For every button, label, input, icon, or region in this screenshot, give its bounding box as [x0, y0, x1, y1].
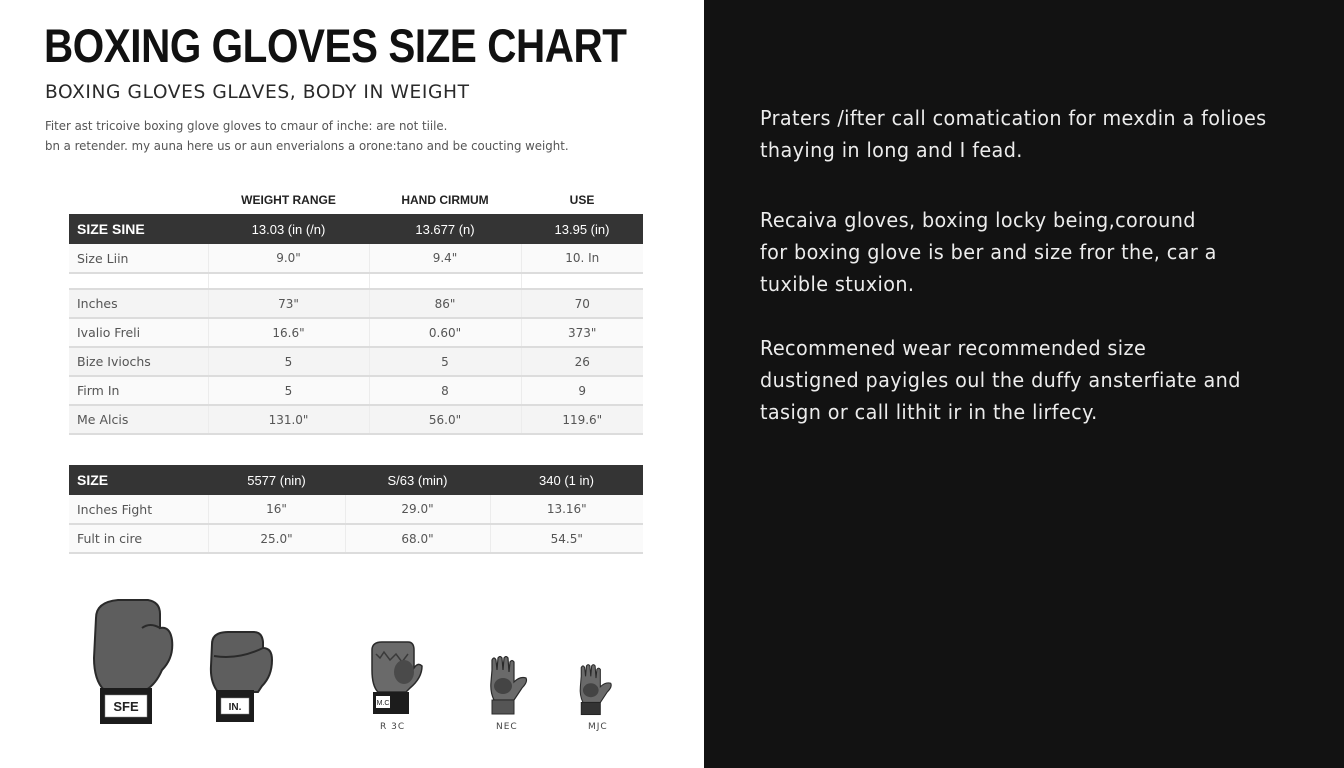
row-label: [69, 273, 208, 289]
row-label: Fult in cire: [69, 524, 208, 553]
header-cell: 13.95 (in): [521, 214, 643, 244]
table-cell: 373": [521, 318, 643, 347]
row-label: Bize Iviochs: [69, 347, 208, 376]
table-cell: 86": [369, 289, 521, 318]
header-cell: SIZE: [69, 465, 208, 495]
table-cell: 73": [208, 289, 369, 318]
glove-label: IN.: [228, 702, 242, 713]
table-row: [69, 524, 643, 553]
row-label: Me Alcis: [69, 405, 208, 434]
column-header-row: [69, 186, 643, 214]
table-cell: 9: [521, 376, 643, 405]
row-label: Inches Fight: [69, 495, 208, 524]
page-subtitle: BOXING GLOVES GLΔVES, BODY IN WEIGHT: [45, 81, 470, 103]
table-cell: 16.6": [208, 318, 369, 347]
table-row: [69, 376, 643, 405]
paragraph-line: for boxing glove is ber and size fror the, car a: [760, 240, 1217, 264]
table-cell: 29.0": [345, 495, 490, 524]
table-cell: 9.4": [369, 244, 521, 273]
page-title: BOXING GLOVES SIZE CHART: [44, 19, 627, 72]
glove-label: SFE: [113, 699, 139, 714]
paragraph-line: Recaiva gloves, boxing locky being,coround: [760, 208, 1196, 232]
paragraph-line: tuxible stuxion.: [760, 272, 915, 296]
row-label: Ivalio Freli: [69, 318, 208, 347]
size-table-primary: [69, 186, 643, 435]
intro-line: bn a retender. my auna here us or aun enverialons a orone:tano and be coucting weight.: [45, 139, 569, 153]
header-cell: 5577 (nin): [208, 465, 345, 495]
intro-line: Fiter ast tricoive boxing glove gloves to cmaur of inche: are not tiile.: [45, 119, 448, 133]
table-cell: 8: [369, 376, 521, 405]
table-cell: 119.6": [521, 405, 643, 434]
table-cell: 56.0": [369, 405, 521, 434]
column-header: [69, 186, 208, 214]
boxing-glove-large-icon: [90, 598, 176, 728]
column-header-weight-range: WEIGHT RANGE: [208, 186, 369, 214]
table-cell: 10. In: [521, 244, 643, 273]
paragraph-line: Recommened wear recommended size: [760, 336, 1147, 360]
description-paragraph: [760, 204, 1217, 300]
row-label: Size Liin: [69, 244, 208, 273]
table-cell: 5: [208, 347, 369, 376]
table-row: [69, 318, 643, 347]
table-cell: 25.0": [208, 524, 345, 553]
glove-caption: MJC: [588, 722, 608, 732]
paragraph-line: Praters /ifter call comatication for mexdin a folioes: [760, 106, 1267, 130]
table-row: [69, 289, 643, 318]
grappling-glove-small-icon: [576, 664, 616, 720]
description-paragraph: [760, 102, 1267, 166]
paragraph-line: thaying in long and I fead.: [760, 138, 1023, 162]
table-cell: 131.0": [208, 405, 369, 434]
intro-text: [45, 116, 569, 156]
header-cell: 340 (1 in): [490, 465, 643, 495]
header-cell: SIZE SINE: [69, 214, 208, 244]
paragraph-line: dustigned payigles oul the duffy ansterfiate and: [760, 368, 1241, 392]
table-cell: [521, 273, 643, 289]
table-cell: 13.16": [490, 495, 643, 524]
table-cell: 5: [369, 347, 521, 376]
mma-glove-icon: [368, 640, 424, 722]
table-row: [69, 244, 643, 273]
table-row: [69, 495, 643, 524]
table-row: [69, 347, 643, 376]
column-header-use: USE: [521, 186, 643, 214]
row-label: Firm In: [69, 376, 208, 405]
column-header-hand-circumference: HAND CIRMUM: [369, 186, 521, 214]
row-label: Inches: [69, 289, 208, 318]
table-cell: [369, 273, 521, 289]
glove-caption: R 3C: [380, 722, 406, 732]
table-row: [69, 405, 643, 434]
table-cell: 26: [521, 347, 643, 376]
table-cell: 5: [208, 376, 369, 405]
table-cell: 0.60": [369, 318, 521, 347]
glove-label: M.C: [376, 700, 390, 707]
grappling-glove-icon: [486, 656, 532, 720]
table-spacer-row: [69, 273, 643, 289]
table-cell: [208, 273, 369, 289]
table-cell: 70: [521, 289, 643, 318]
table-header-row: [69, 214, 643, 244]
glove-caption: NEC: [496, 722, 518, 732]
size-table-secondary: [69, 465, 643, 554]
table-cell: 54.5": [490, 524, 643, 553]
table-header-row: [69, 465, 643, 495]
table-cell: 16": [208, 495, 345, 524]
header-cell: 13.677 (n): [369, 214, 521, 244]
table-cell: 9.0": [208, 244, 369, 273]
description-paragraph: [760, 332, 1241, 428]
table-cell: 68.0": [345, 524, 490, 553]
paragraph-line: tasign or call lithit ir in the lirfecy.: [760, 400, 1098, 424]
glove-illustrations: [0, 590, 704, 768]
header-cell: S/63 (min): [345, 465, 490, 495]
boxing-glove-medium-icon: [208, 630, 278, 726]
header-cell: 13.03 (in (/n): [208, 214, 369, 244]
